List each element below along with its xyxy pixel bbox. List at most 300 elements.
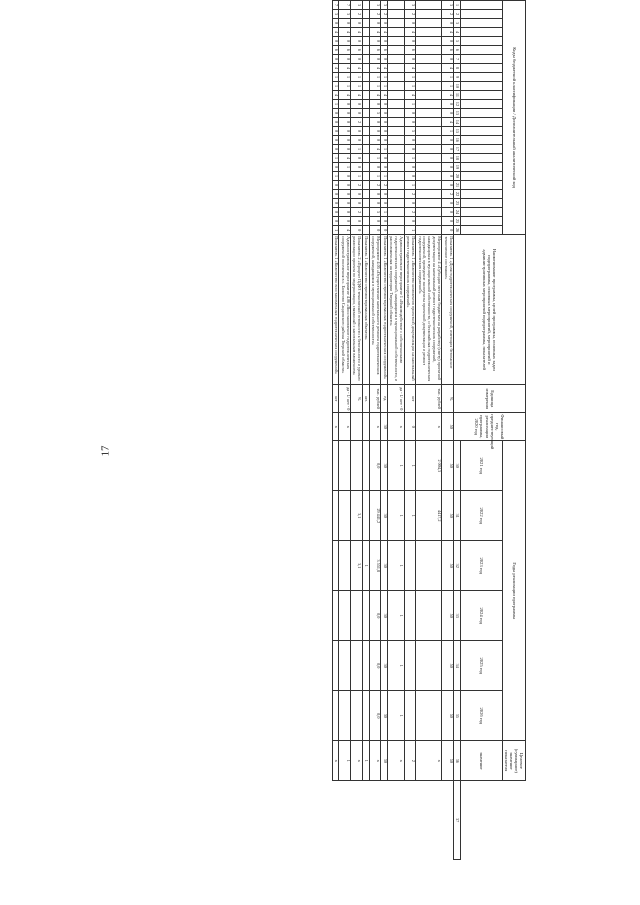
code-cell xyxy=(416,118,442,127)
row-description: Показатель 1 «Количество восстановленных гидротехнических сооружений» xyxy=(332,235,339,385)
code-subheader xyxy=(460,208,502,217)
row-target-value: 2 xyxy=(404,741,416,781)
code-cell xyxy=(388,199,404,208)
code-cell xyxy=(388,37,404,46)
code-cell: 0 xyxy=(442,145,454,154)
code-cell: 1 xyxy=(369,73,381,82)
row-year-value: 0,0 xyxy=(369,441,381,491)
code-cell: 4 xyxy=(369,64,381,73)
code-subheader xyxy=(460,172,502,181)
code-cell xyxy=(388,217,404,226)
code-cell: 0 xyxy=(339,127,351,136)
code-subheader xyxy=(460,10,502,19)
code-subheader xyxy=(460,37,502,46)
code-cell: 0 xyxy=(351,19,363,28)
code-cell: 3 xyxy=(332,10,339,19)
code-cell: 0 xyxy=(369,217,381,226)
code-cell xyxy=(388,19,404,28)
code-cell: 0 xyxy=(369,127,381,136)
column-number: 36 xyxy=(454,741,461,781)
code-cell: 6 xyxy=(339,46,351,55)
column-number: 30 xyxy=(454,441,461,491)
code-cell: 1 xyxy=(351,172,363,181)
code-cell: 0 xyxy=(332,118,339,127)
code-subheader xyxy=(460,46,502,55)
code-cell xyxy=(416,37,442,46)
code-cell: 4 xyxy=(339,28,351,37)
column-number: 22 xyxy=(454,190,461,199)
code-cell: 4 xyxy=(332,91,339,100)
code-cell: 1 xyxy=(332,172,339,181)
code-cell xyxy=(362,154,369,163)
row-year-value xyxy=(339,491,351,541)
code-cell: 1 xyxy=(442,73,454,82)
code-cell xyxy=(388,46,404,55)
code-cell xyxy=(416,127,442,136)
code-cell: 0 xyxy=(332,37,339,46)
code-cell: 1 xyxy=(404,226,416,235)
code-cell: 0 xyxy=(442,181,454,190)
code-cell: 1 xyxy=(332,226,339,235)
row-description: Показатель 1 «Количество отремонтированных объектов» xyxy=(362,235,369,385)
code-cell: 2 xyxy=(404,10,416,19)
code-cell xyxy=(362,163,369,172)
row-year-value: 2 004,3 xyxy=(416,441,442,491)
column-number: 12 xyxy=(454,100,461,109)
row-target-value: 1 xyxy=(362,741,369,781)
row-year-value: 0,0 xyxy=(369,641,381,691)
code-cell: 0 xyxy=(442,226,454,235)
code-cell: 7 xyxy=(339,1,351,10)
code-cell: 5 xyxy=(404,127,416,136)
code-cell: 4 xyxy=(369,145,381,154)
row-year-value xyxy=(351,641,363,691)
row-year-value: 29 441,2 xyxy=(369,491,381,541)
code-cell: 1 xyxy=(332,154,339,163)
row-year-value xyxy=(404,541,416,591)
code-cell: 3 xyxy=(339,10,351,19)
code-cell: 1 xyxy=(404,73,416,82)
code-subheader xyxy=(460,127,502,136)
code-cell: 0 xyxy=(381,55,388,64)
code-cell: 0 xyxy=(381,100,388,109)
row-base-value: х xyxy=(369,413,381,441)
code-subheader xyxy=(460,73,502,82)
code-cell: 0 xyxy=(332,109,339,118)
code-cell: 0 xyxy=(351,55,363,64)
row-year-value xyxy=(332,491,339,541)
code-cell: 0 xyxy=(369,190,381,199)
code-cell: 0 xyxy=(351,163,363,172)
column-number: 37 xyxy=(454,781,461,860)
row-base-value: 0 xyxy=(404,413,416,441)
code-cell: 0 xyxy=(442,163,454,172)
row-description: Показатель 2 «Процент ПДФЗ технической готовности к безопасности и уровню реализации проекта по модернизации, связанный с капитальным вложением» xyxy=(351,235,363,385)
code-cell xyxy=(388,226,404,235)
code-cell xyxy=(362,145,369,154)
code-cell: 0 xyxy=(369,37,381,46)
code-cell: 1 xyxy=(442,82,454,91)
column-number: 10 xyxy=(454,82,461,91)
year-header: 2021 год xyxy=(460,441,502,491)
code-cell xyxy=(362,172,369,181)
code-cell xyxy=(388,109,404,118)
header-unit: Единица измерения xyxy=(454,385,526,413)
year-header: 2025 год xyxy=(460,641,502,691)
row-year-value xyxy=(404,691,416,741)
code-cell xyxy=(362,226,369,235)
code-cell: 0 xyxy=(339,109,351,118)
code-cell xyxy=(388,145,404,154)
code-cell: 0 xyxy=(369,226,381,235)
column-number: 2 xyxy=(454,10,461,19)
row-description: Административное мероприятие 1 «Взаимодействие с собственниками гидротехнических сооружений, находящихся в муниципальной собственности, и расположенных на территории Тверской области» xyxy=(388,235,404,385)
code-cell: 0 xyxy=(339,208,351,217)
code-cell xyxy=(362,82,369,91)
code-cell xyxy=(362,19,369,28)
column-number: 1 xyxy=(454,1,461,10)
code-cell xyxy=(388,163,404,172)
code-cell: 4 xyxy=(332,64,339,73)
column-number: 18 xyxy=(454,154,461,163)
page-number: 17 xyxy=(99,445,112,457)
code-cell: 4 xyxy=(381,64,388,73)
code-subheader xyxy=(460,55,502,64)
code-cell: 0 xyxy=(442,199,454,208)
column-number: 3 xyxy=(454,19,461,28)
code-cell xyxy=(388,181,404,190)
row-unit: шт xyxy=(332,385,339,413)
row-target-value: 1 xyxy=(339,741,351,781)
row-base-value: 30 xyxy=(381,413,388,441)
column-number: 5 xyxy=(454,37,461,46)
row-year-value xyxy=(351,691,363,741)
code-cell: 0 xyxy=(369,136,381,145)
code-cell xyxy=(416,19,442,28)
code-cell xyxy=(362,127,369,136)
row-year-value: 50 xyxy=(442,441,454,491)
code-cell: 0 xyxy=(332,145,339,154)
column-number: 32 xyxy=(454,541,461,591)
column-number: 15 xyxy=(454,127,461,136)
column-number: 6 xyxy=(454,46,461,55)
row-year-value xyxy=(339,691,351,741)
row-year-value xyxy=(339,641,351,691)
column-number: 13 xyxy=(454,109,461,118)
code-cell: 0 xyxy=(339,55,351,64)
code-cell xyxy=(388,64,404,73)
code-cell: 1 xyxy=(381,208,388,217)
code-cell: 0 xyxy=(351,217,363,226)
row-year-value: 50 xyxy=(442,641,454,691)
code-cell: 0 xyxy=(339,118,351,127)
row-year-value xyxy=(362,491,369,541)
code-cell: 1 xyxy=(404,82,416,91)
code-cell: 1 xyxy=(442,127,454,136)
code-cell: 2 xyxy=(351,208,363,217)
code-cell: 4 xyxy=(332,28,339,37)
header-target-group: Целевое (суммарное) значение показателя xyxy=(502,741,525,781)
table-row xyxy=(351,1,363,860)
row-base-value: х xyxy=(416,413,442,441)
code-cell xyxy=(416,136,442,145)
code-cell: 7 xyxy=(332,1,339,10)
code-cell xyxy=(362,28,369,37)
column-number: 33 xyxy=(454,591,461,641)
code-cell: 0 xyxy=(351,100,363,109)
row-base-value: х xyxy=(332,413,339,441)
code-cell xyxy=(416,91,442,100)
code-cell: 0 xyxy=(351,154,363,163)
row-year-value: 1 xyxy=(362,541,369,591)
row-year-value: 3,1 xyxy=(351,491,363,541)
column-number: 35 xyxy=(454,691,461,741)
column-number: 26 xyxy=(454,226,461,235)
code-cell: 0 xyxy=(332,208,339,217)
code-cell: 0 xyxy=(381,109,388,118)
code-cell xyxy=(362,100,369,109)
code-cell: 4 xyxy=(351,28,363,37)
code-cell: 0 xyxy=(404,172,416,181)
code-cell: 0 xyxy=(339,190,351,199)
code-cell: 0 xyxy=(332,199,339,208)
row-year-value xyxy=(339,591,351,641)
code-subheader xyxy=(460,82,502,91)
code-cell: 0 xyxy=(442,208,454,217)
row-year-value: 3,1 xyxy=(351,541,363,591)
code-cell: 0 xyxy=(339,19,351,28)
row-year-value: 0,0 xyxy=(369,591,381,641)
row-year-value xyxy=(416,691,442,741)
code-cell: 2 xyxy=(381,181,388,190)
code-cell: 1 xyxy=(339,73,351,82)
row-year-value xyxy=(416,641,442,691)
row-description: Административное мероприятие 4.06 «Восстановление гидротехнических сооружений поселения в с. Бологово Сандовского района Тверской области» xyxy=(339,235,351,385)
code-cell: 0 xyxy=(332,136,339,145)
row-target-value: х xyxy=(351,741,363,781)
code-cell: 1 xyxy=(351,82,363,91)
code-subheader xyxy=(460,64,502,73)
code-cell: 4 xyxy=(369,28,381,37)
code-cell: 1 xyxy=(404,154,416,163)
code-cell: 0 xyxy=(339,37,351,46)
row-year-value: 1 xyxy=(388,641,404,691)
row-year-value xyxy=(362,591,369,641)
code-cell: 1 xyxy=(351,73,363,82)
code-cell: 6 xyxy=(404,46,416,55)
code-subheader xyxy=(460,145,502,154)
code-cell xyxy=(416,28,442,37)
row-year-value: 50 xyxy=(442,591,454,641)
row-year-value: 50 xyxy=(442,491,454,541)
rotated-table-page xyxy=(111,0,526,860)
code-cell: 0 xyxy=(381,163,388,172)
row-year-value xyxy=(332,591,339,641)
column-number: 24 xyxy=(454,208,461,217)
column-number: 14 xyxy=(454,118,461,127)
code-cell xyxy=(416,46,442,55)
code-cell: 0 xyxy=(339,181,351,190)
code-cell: 0 xyxy=(381,190,388,199)
code-cell: 4 xyxy=(339,91,351,100)
row-target-value: х xyxy=(416,741,442,781)
code-cell xyxy=(362,118,369,127)
code-cell: 1 xyxy=(381,172,388,181)
code-cell xyxy=(416,181,442,190)
row-target-value: 50 xyxy=(442,741,454,781)
code-cell xyxy=(388,82,404,91)
code-cell: 1 xyxy=(332,73,339,82)
code-cell xyxy=(416,82,442,91)
row-year-value xyxy=(351,441,363,491)
code-cell: 4 xyxy=(442,64,454,73)
code-cell xyxy=(388,154,404,163)
code-cell xyxy=(388,172,404,181)
year-header: 2023 год xyxy=(460,541,502,591)
row-year-value xyxy=(332,691,339,741)
code-subheader xyxy=(460,118,502,127)
code-cell: 4 xyxy=(351,91,363,100)
column-number: 17 xyxy=(454,145,461,154)
code-cell xyxy=(388,190,404,199)
code-cell xyxy=(388,73,404,82)
code-cell: 4 xyxy=(404,91,416,100)
code-cell xyxy=(416,10,442,19)
row-year-value: 50 xyxy=(442,541,454,591)
code-cell: 0 xyxy=(442,100,454,109)
row-target-value: х xyxy=(332,741,339,781)
code-cell xyxy=(362,37,369,46)
code-cell: 0 xyxy=(404,55,416,64)
code-cell: 0 xyxy=(332,19,339,28)
code-cell: 1 xyxy=(369,82,381,91)
header-program-name: Наименование программы, целей программы, основных задач подпрограммы, основных мероприятий, мероприятий и административных мероприятий подпрограммы, показателей xyxy=(454,235,526,385)
code-cell: 5 xyxy=(369,109,381,118)
column-number: 4 xyxy=(454,28,461,37)
program-table xyxy=(332,0,526,860)
table-row xyxy=(416,1,442,860)
code-cell xyxy=(362,55,369,64)
code-cell: 0 xyxy=(442,109,454,118)
row-year-value: 4417,2 xyxy=(416,491,442,541)
year-header: 2026 год xyxy=(460,691,502,741)
code-cell xyxy=(388,100,404,109)
code-cell xyxy=(388,1,404,10)
code-cell: 0 xyxy=(351,109,363,118)
code-cell: 0 xyxy=(381,154,388,163)
code-cell: 1 xyxy=(339,163,351,172)
code-cell xyxy=(388,91,404,100)
column-number: 16 xyxy=(454,136,461,145)
code-cell xyxy=(362,73,369,82)
code-subheader xyxy=(460,226,502,235)
code-cell: 0 xyxy=(404,19,416,28)
code-cell xyxy=(416,73,442,82)
row-year-value: 1 xyxy=(388,691,404,741)
row-unit: да - 1/ нет - 0 xyxy=(339,385,351,413)
target-value-header: значение xyxy=(460,741,502,781)
code-cell xyxy=(362,46,369,55)
column-number: 31 xyxy=(454,491,461,541)
code-cell: 1 xyxy=(351,145,363,154)
code-cell: 0 xyxy=(404,199,416,208)
table-row xyxy=(362,1,369,860)
row-year-value xyxy=(416,591,442,641)
code-cell: 0 xyxy=(404,217,416,226)
row-year-value: 1 xyxy=(404,441,416,491)
code-cell xyxy=(388,136,404,145)
row-year-value xyxy=(351,591,363,641)
code-cell: 0 xyxy=(381,226,388,235)
code-cell: 0 xyxy=(369,55,381,64)
code-cell xyxy=(362,136,369,145)
code-cell: 1 xyxy=(369,172,381,181)
code-cell: 1 xyxy=(381,145,388,154)
code-cell xyxy=(362,217,369,226)
column-number: 7 xyxy=(454,55,461,64)
column-number: 25 xyxy=(454,217,461,226)
code-cell xyxy=(388,208,404,217)
row-base-value: х xyxy=(388,413,404,441)
header-codes: Коды бюджетной классификации / Дополнительный аналитический код xyxy=(502,1,525,235)
code-cell xyxy=(416,109,442,118)
code-cell: 3 xyxy=(381,1,388,10)
row-year-value xyxy=(362,691,369,741)
row-year-value: 30 xyxy=(381,541,388,591)
code-cell: 2 xyxy=(369,181,381,190)
header-fin-year: Финансовый год, предшествующий реализации программы, 2020 год xyxy=(454,413,526,441)
code-cell: 6 xyxy=(332,46,339,55)
code-cell: 1 xyxy=(339,82,351,91)
code-cell xyxy=(362,199,369,208)
code-cell xyxy=(362,1,369,10)
code-cell xyxy=(362,91,369,100)
code-cell: 2 xyxy=(369,10,381,19)
code-cell: 4 xyxy=(339,64,351,73)
code-cell: 0 xyxy=(404,136,416,145)
row-year-value xyxy=(404,591,416,641)
code-cell: 0 xyxy=(442,136,454,145)
table-row xyxy=(332,1,339,860)
code-cell: 1 xyxy=(404,181,416,190)
code-cell xyxy=(416,199,442,208)
row-description: Мероприятие 4 «Субсидии местным бюджетам на разработку (смету) проектной документации на капитальный ремонт гидротехнических сооружений, находящихся в муниципальной собственности, и бесхозяйных гидротехнических сооружений, проведение экспертизы проектной документации и ремонт гидротехнических сооружений» xyxy=(416,235,442,385)
code-cell: 3 xyxy=(442,1,454,10)
code-cell xyxy=(416,217,442,226)
row-year-value: 1 xyxy=(388,441,404,491)
header-years-group: Годы реализации программы xyxy=(502,441,525,741)
row-unit: да - 1/ нет - 0 xyxy=(388,385,404,413)
code-cell: 2 xyxy=(404,190,416,199)
row-unit: ед. xyxy=(381,385,388,413)
code-cell: 0 xyxy=(351,37,363,46)
code-cell xyxy=(416,172,442,181)
row-year-value xyxy=(404,641,416,691)
code-subheader xyxy=(460,109,502,118)
row-year-value: 30 xyxy=(381,491,388,541)
code-cell xyxy=(388,55,404,64)
code-cell: 2 xyxy=(404,208,416,217)
code-cell: 2 xyxy=(351,118,363,127)
code-cell: 0 xyxy=(351,226,363,235)
code-cell xyxy=(362,190,369,199)
row-year-value: 0,0 xyxy=(369,691,381,741)
code-cell: 0 xyxy=(381,199,388,208)
code-cell xyxy=(416,226,442,235)
code-cell: 4 xyxy=(442,91,454,100)
code-cell: 0 xyxy=(369,100,381,109)
code-cell: 0 xyxy=(339,217,351,226)
